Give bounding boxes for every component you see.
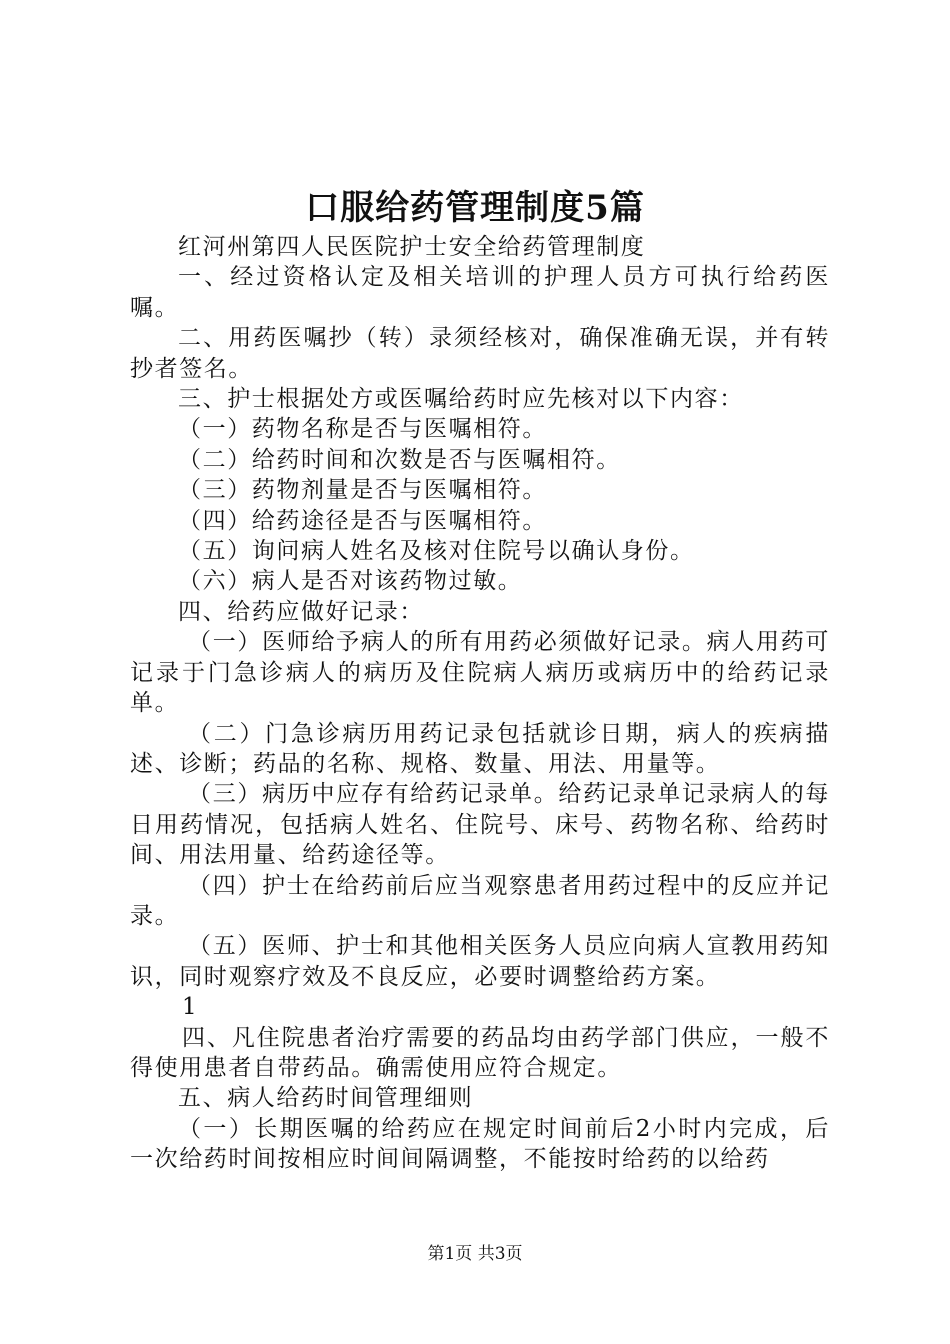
paragraph-rule-4-item-4: （四）护士在给药前后应当观察患者用药过程中的反应并记录。: [130, 872, 830, 929]
paragraph-rule-1: 一、经过资格认定及相关培训的护理人员方可执行给药医嘱。: [130, 264, 830, 321]
paragraph-rule-3-item-1: （一）药物名称是否与医嘱相符。: [178, 416, 547, 443]
page-footer: 第1页 共3页: [427, 1244, 523, 1264]
paragraph-rule-4: 四、给药应做好记录：: [178, 598, 424, 625]
paragraph-rule-3-item-2: （二）给药时间和次数是否与医嘱相符。: [178, 446, 621, 473]
paragraph-rule-3: 三、护士根据处方或医嘱给药时应先核对以下内容：: [178, 386, 744, 413]
paragraph-rule-3-item-3: （三）药物剂量是否与医嘱相符。: [178, 477, 547, 504]
inline-page-number-text: 1: [182, 994, 199, 1021]
paragraph-rule-3-item-5: （五）询问病人姓名及核对住院号以确认身份。: [178, 538, 695, 565]
paragraph-hospital-heading: 红河州第四人民医院护士安全给药管理制度: [178, 234, 646, 260]
paragraph-rule-4-item-2: （二）门急诊病历用药记录包括就诊日期，病人的疾病描述、诊断；药品的名称、规格、数量、用法、用量等。: [130, 720, 830, 777]
paragraph-rule-4-item-5: （五）医师、护士和其他相关医务人员应向病人宣教用药知识，同时观察疗效及不良反应，必要时调整给药方案。: [130, 933, 830, 990]
paragraph-rule-4-item-3: （三）病历中应存有给药记录单。给药记录单记录病人的每日用药情况，包括病人姓名、住院号、床号、药物名称、给药时间、用法用量、给药途径等。: [130, 781, 830, 869]
document-title: 口服给药管理制度5篇: [305, 188, 645, 228]
inline-page-number: [130, 992, 830, 1022]
paragraph-rule-5: 五、病人给药时间管理细则: [178, 1085, 474, 1112]
paragraph-rule-3-item-4: （四）给药途径是否与医嘱相符。: [178, 507, 547, 534]
paragraph-rule-4b: 四、凡住院患者治疗需要的药品均由药学部门供应，一般不得使用患者自带药品。确需使用应符合规定。: [130, 1024, 830, 1081]
paragraph-rule-5-item-1: （一）长期医嘱的给药应在规定时间前后2小时内完成，后一次给药时间按相应时间间隔调整，不能按时给药的以给药: [130, 1115, 830, 1173]
paragraph-rule-3-item-6: （六）病人是否对该药物过敏。: [178, 568, 523, 595]
document-body: [130, 232, 830, 1175]
paragraph-rule-4-item-1: （一）医师给予病人的所有用药必须做好记录。病人用药可记录于门急诊病人的病历及住院病人病历或病历中的给药记录单。: [130, 629, 830, 717]
paragraph-rule-2: 二、用药医嘱抄（转）录须经核对，确保准确无误，并有转抄者签名。: [130, 325, 830, 382]
